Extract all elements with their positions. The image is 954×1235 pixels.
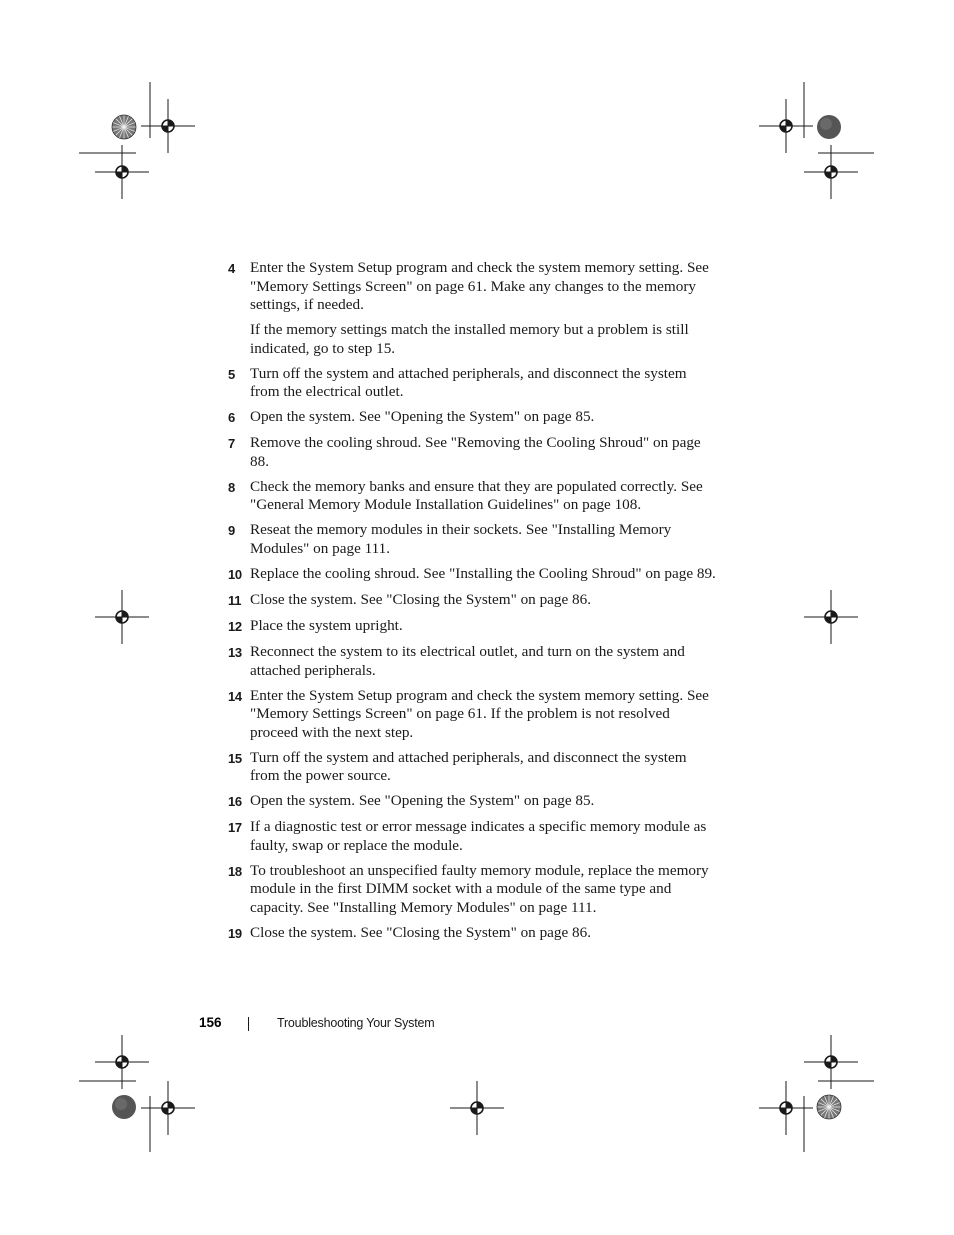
step-item [214,687,719,743]
step-number: 10 [228,567,242,583]
step-item [214,591,719,611]
step-number: 6 [228,410,235,426]
step-text: Check the memory banks and ensure that they are populated correctly. See "General Memory Module Installation Guidelines" on page 108. [250,477,703,514]
step-number: 7 [228,436,235,452]
step-item [214,521,719,558]
step-text: Open the system. See "Opening the System" on page 85. [250,408,595,426]
step-text: Close the system. See "Closing the System" on page 86. [250,924,592,942]
step-number: 14 [228,688,242,704]
crosshair-mark [141,1081,195,1135]
step-number: 15 [228,750,242,766]
step-text: Replace the cooling shroud. See "Installing the Cooling Shroud" on page 89. [250,565,716,583]
step-number: 5 [228,366,235,382]
registration-dot-bottom-left [112,1095,136,1119]
step-text: Open the system. See "Opening the System" on page 85. [250,792,595,810]
step-item [214,749,719,786]
step-text: Close the system. See "Closing the System" on page 86. [250,591,592,609]
step-item [214,478,719,515]
step-text: To troubleshoot an unspecified faulty memory module, replace the memory module in the first DIMM socket with a module of the same type and capacity. See "Installing Memory Modules" on page 111. [250,861,709,917]
footer-separator [248,1017,249,1031]
crosshair-mark [759,99,813,153]
step-text: Reconnect the system to its electrical outlet, and turn on the system and attached peripherals. [250,643,685,679]
crosshair-mark [804,590,858,644]
step-item [214,565,719,585]
step-number: 17 [228,820,242,836]
step-text: Remove the cooling shroud. See "Removing the Cooling Shroud" on page 88. [250,434,701,470]
step-item [214,924,719,944]
step-item [214,617,719,637]
step-text: If a diagnostic test or error message indicates a specific memory module as faulty, swap or replace the module. [250,818,707,854]
step-number: 13 [228,645,242,660]
step-item [214,792,719,812]
step-item [214,862,719,918]
registration-starburst-top-left [112,115,136,139]
step-text: Place the system upright. [250,617,403,635]
step-item [214,408,719,428]
step-number: 19 [228,926,242,942]
crosshair-mark [141,99,195,153]
step-number: 12 [228,619,242,635]
step-item [214,818,719,855]
crosshair-mark [450,1081,504,1135]
registration-dot-top-right [817,115,841,139]
step-number: 4 [228,261,235,276]
step-number: 16 [228,794,242,810]
step-number: 9 [228,523,235,539]
step-text: Enter the System Setup program and check the system memory setting. See "Memory Settings Screen" on page 61. If the problem is not resolved proceed with the next step. [250,686,709,741]
step-text: If the memory settings match the installed memory but a problem is still indicated, go to step 15. [250,321,689,357]
footer-section-title: Troubleshooting Your System [277,1016,435,1030]
step-item [214,259,719,358]
step-item [214,365,719,402]
page-number: 156 [199,1015,222,1030]
step-number: 18 [228,863,242,879]
crosshair-mark [759,1081,813,1135]
step-number: 11 [228,593,242,609]
step-text: Turn off the system and attached peripherals, and disconnect the system from the power source. [250,748,687,785]
step-number: 8 [228,479,235,495]
step-item [214,434,719,471]
registration-starburst-bottom-right [817,1095,841,1119]
step-text: Turn off the system and attached peripherals, and disconnect the system from the electrical outlet. [250,364,687,401]
crosshair-mark [95,590,149,644]
step-item [214,643,719,680]
step-text: Enter the System Setup program and check the system memory setting. See "Memory Settings Screen" on page 61. Make any changes to the memory settings, if needed. [250,259,709,314]
step-text: Reseat the memory modules in their sockets. See "Installing Memory Modules" on page 111. [250,521,672,558]
procedure-steps [214,259,719,950]
